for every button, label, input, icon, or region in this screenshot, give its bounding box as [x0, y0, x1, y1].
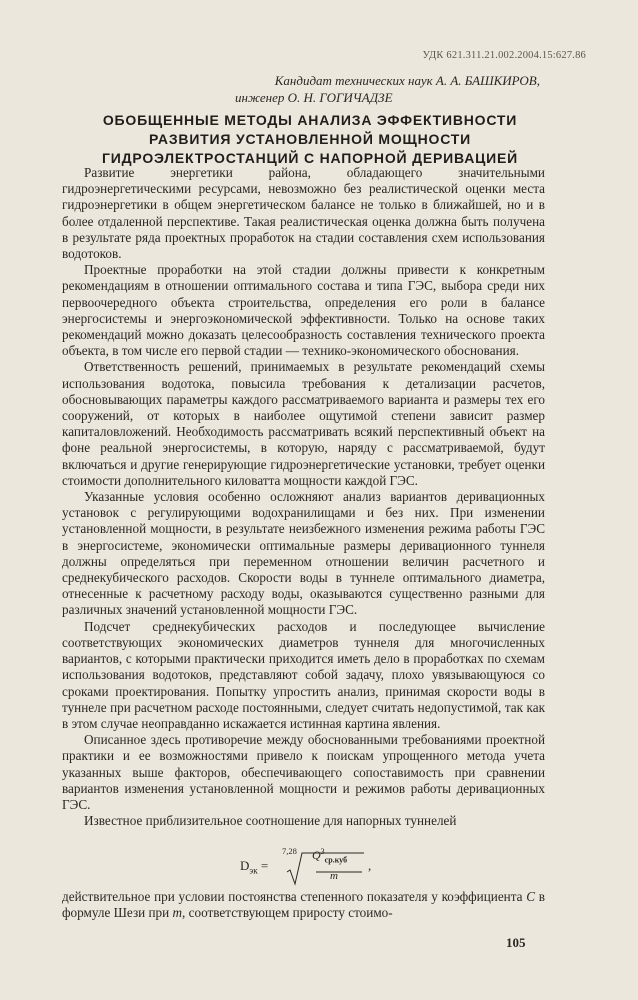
- paragraph: Указанные условия особенно осложняют анализ вариантов деривационных установок с регулирующими водохранилищами и без них. При изменении установленной мощности, в результате неизбежного изменения режима работы ГЭС в энергосистеме, экономически оптимальные размеры деривационного туннеля должны определяться при переменном отношении величин расчетного и среднекубического расходов. Скорости воды в туннеле оптимального диаметра, отнесенные к расчетному расходу воды, оказываются существенно разными для различных значений установленной мощности ГЭС.: [62, 489, 545, 618]
- paragraph: Описанное здесь противоречие между обоснованными требованиями проектной практики и ее возможностями привело к поискам упрощенного метода учета указанных выше факторов, обеспечивающего сопоставимость при сравнении вариантов изменения установленной мощности и режимов работы деривационных ГЭС.: [62, 732, 545, 812]
- paragraph: Подсчет среднекубических расходов и последующее вычисление соответствующих экономических диаметров туннеля для многочисленных вариантов, с которыми практически приходится иметь дело в проработках по схемам использования водотоков, представляют собой задачу, плохо увязывающуюся со сроками проектирования. Попытку упростить анализ, принимая скорости воды в туннеле при расчетном расходе постоянными, следует считать недопустимой, так как в этом случае неоправданно искажается истинная картина явления.: [62, 618, 545, 731]
- formula-lhs: $D_{эк}$ =: [240, 858, 269, 876]
- title-line-2: РАЗВИТИЯ УСТАНОВЛЕННОЙ МОЩНОСТИ: [149, 131, 471, 147]
- formula-root-index: 7,28: [282, 846, 297, 856]
- author-line-2: инженер О. Н. ГОГИЧАДЗЕ: [235, 90, 393, 105]
- paragraph-tail: действительное при условии постоянства степенного показателя у коэффициента C в формуле Шези при m, соответствующем приросту стоимо-: [62, 889, 545, 921]
- paragraph: Развитие энергетики района, обладающего значительными гидроэнергетическими ресурсами, невозможно без реалистической оценки места гидроэнергетики в общем энергетическом балансе не только в ближайшей, но и в более отдаленной перспективе. Такая реалистическая оценка должна быть получена в результате ряда проектных проработок на стадии составления схем использования водотоков.: [62, 165, 545, 262]
- authors: [150, 72, 570, 106]
- paragraph: Проектные проработки на этой стадии должны привести к конкретным рекомендациям в отношении оптимального состава и типа ГЭС, выбора среди них первоочередного объекта строительства, определения его роли в балансе энергосистемы и энергоэкономической эффективности. Только на основе таких рекомендаций можно доказать целесообразность составления технического проекта объекта, в том числе его первой стадии — технико-экономического обоснования.: [62, 262, 545, 359]
- author-line-1: Кандидат технических наук А. А. БАШКИРОВ,: [274, 73, 540, 88]
- paragraph: Ответственность решений, принимаемых в результате рекомендаций схемы использования водотока, повысила требования к детализации расчетов, обосновывающих параметры каждого рассматриваемого варианта и размеры тех его сооружений, от которых в наиболее ощутимой степени зависит размер капиталовложений. Необходимость рассматривать всякий перспективный объект на фоне реальной энергосистемы, в которую, наряду с рассматриваемой, будут включаться и другие генерирующие гидроэнергетические установки, требует оценки стоимости дополнительного киловатта мощности каждой ГЭС.: [62, 359, 545, 488]
- article-title: [60, 111, 560, 168]
- page-number: 105: [506, 935, 526, 950]
- paragraph: Известное приблизительное соотношение для напорных туннелей: [84, 813, 457, 829]
- formula-denominator: m: [330, 870, 338, 882]
- formula-comma: ,: [368, 858, 372, 873]
- formula-economic-diameter: [240, 844, 390, 888]
- formula-numerator: $Q^3_{ср.куб}$: [312, 847, 348, 865]
- title-line-1: ОБОБЩЕННЫЕ МЕТОДЫ АНАЛИЗА ЭФФЕКТИВНОСТИ: [102, 112, 518, 128]
- article-body: [62, 165, 545, 829]
- title-line-3: ГИДРОЭЛЕКТРОСТАНЦИЙ С НАПОРНОЙ ДЕРИВАЦИЕЙ: [102, 150, 518, 166]
- udk-code: УДК 621.311.21.002.2004.15:627.86: [422, 50, 586, 61]
- article-body-continued: [62, 889, 545, 921]
